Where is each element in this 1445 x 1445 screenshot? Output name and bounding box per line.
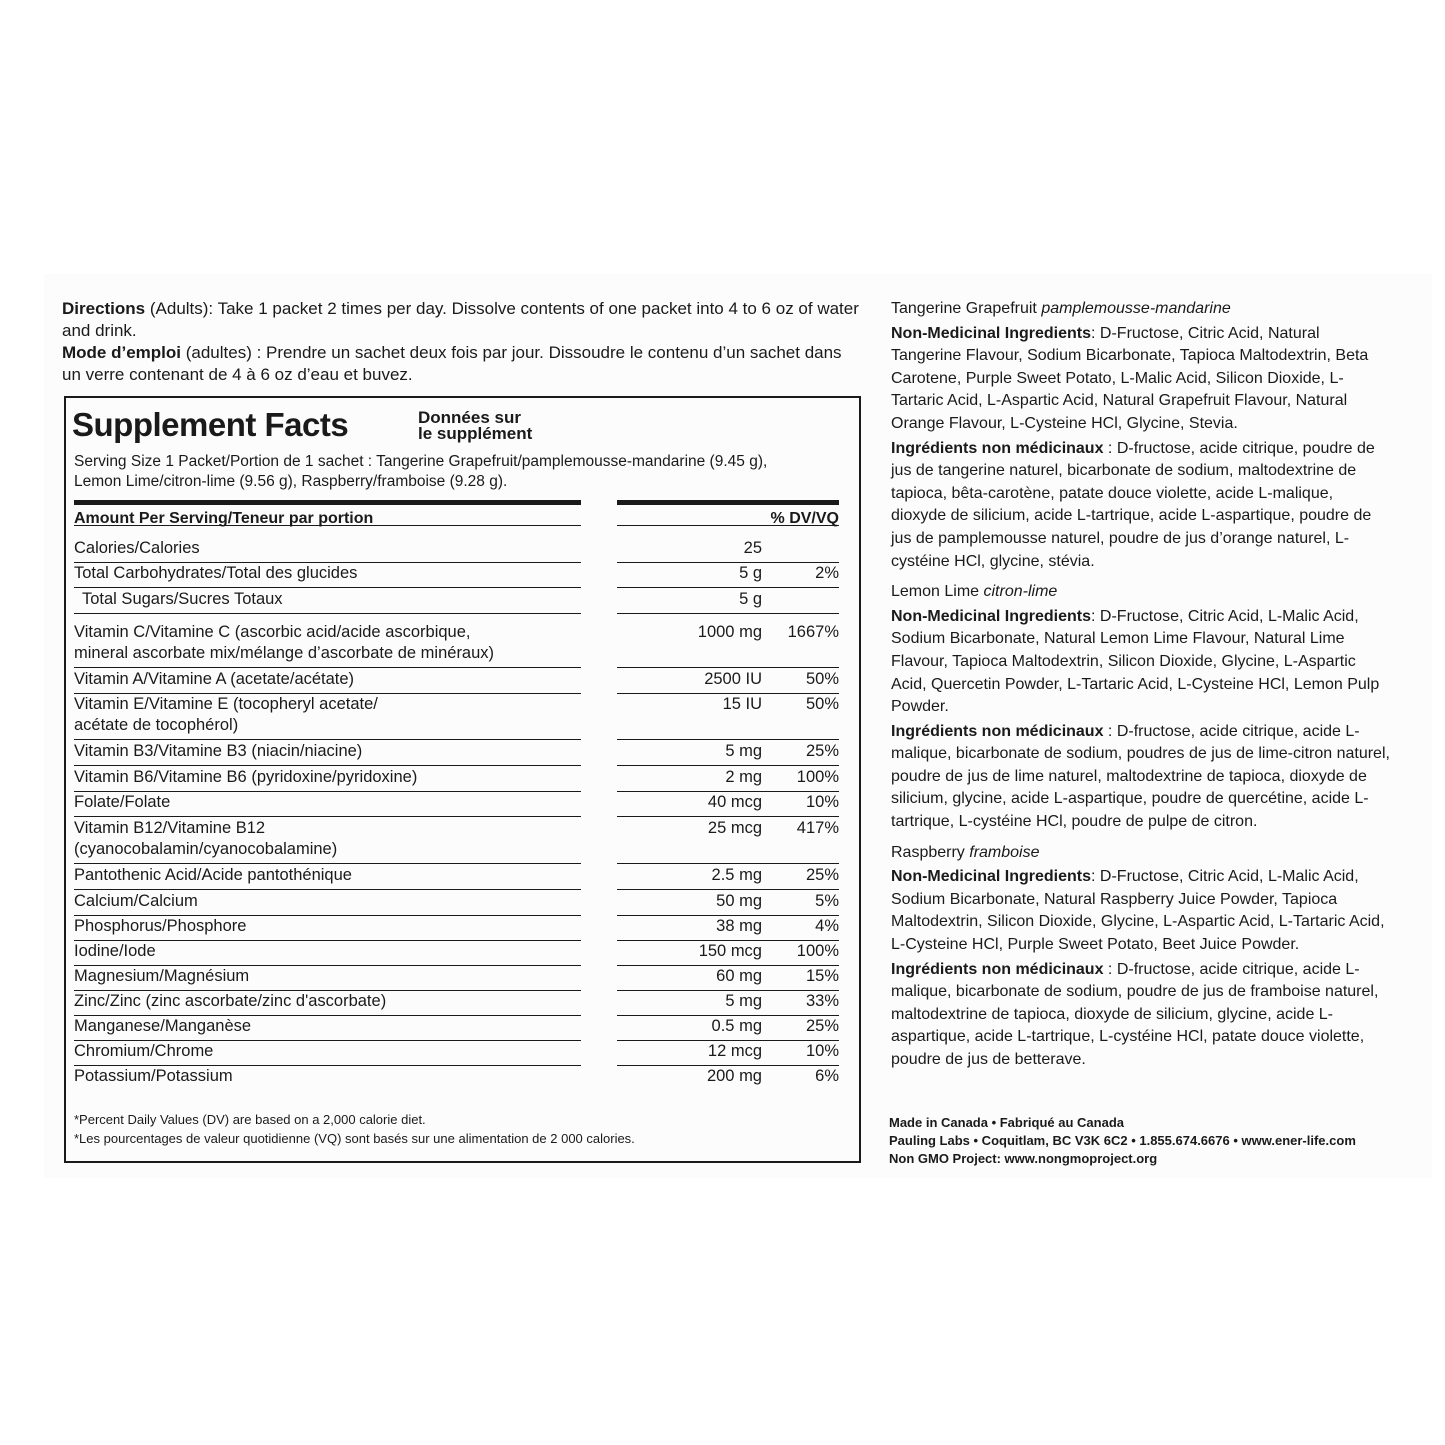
- nutrient-name: [74, 1041, 574, 1062]
- nutrient-name-line: Folate/Folate: [74, 793, 171, 811]
- nutrient-name-line: Total Carbohydrates/Total des glucides: [74, 564, 358, 582]
- footnote-2: *Les pourcentages de valeur quotidienne (VQ) sont basés sur une alimentation de 2 000 calories.: [74, 1131, 635, 1146]
- nutrient-dv: 100%: [796, 768, 839, 786]
- header-dv: % DV/VQ: [770, 510, 839, 527]
- supplement-facts-title-fr: [418, 410, 532, 442]
- nutrient-name-line: (cyanocobalamin/cyanocobalamine): [74, 840, 338, 858]
- nutrient-name: [74, 865, 574, 886]
- made-line-1: Made in Canada • Fabriqué au Canada: [889, 1115, 1124, 1130]
- nutrient-dv: 2%: [815, 564, 839, 582]
- ingredients-fr-text: : D-fructose, acide citrique, poudre de jus de tangerine naturel, bicarbonate de sodium, maltodextrine de tapioca, bêta-carotène, patate douce violette, acide L-malique, dioxyde de silicium, acide L-tartrique, acide L-aspartique, poudre de jus de pamplemousse naturel, poudre de jus d’orange naturel, L-cystéine HCl, glycine, stévia.: [891, 439, 1375, 570]
- row-divider: [617, 889, 839, 890]
- row-divider: [74, 889, 581, 890]
- nutrient-name: [74, 741, 574, 762]
- nutrient-dv: 5%: [815, 892, 839, 910]
- nutrient-amount: 5 g: [739, 590, 762, 608]
- nutrient-name-line: Vitamin C/Vitamine C (ascorbic acid/acide ascorbique,: [74, 623, 471, 641]
- ingredients-en: [891, 606, 1391, 719]
- nutrient-dv: 50%: [805, 695, 839, 713]
- serving-line-1: Serving Size 1 Packet/Portion de 1 sachet : Tangerine Grapefruit/pamplemousse-mandarine (9.45 g),: [74, 453, 768, 470]
- row-divider: [617, 816, 839, 817]
- nutrient-amount: 50 mg: [716, 892, 762, 910]
- ingredients-fr: [891, 959, 1391, 1072]
- nutrient-amount: 12 mcg: [707, 1042, 762, 1060]
- nutrient-dv: 25%: [805, 1017, 839, 1035]
- nutrient-name: [74, 941, 574, 962]
- ingredients-en: [891, 323, 1391, 436]
- nutrient-amount: 25: [743, 539, 762, 557]
- nutrient-name-line: Phosphorus/Phosphore: [74, 917, 247, 935]
- nutrient-amount: 0.5 mg: [711, 1017, 762, 1035]
- title-fr-line-2: le supplément: [418, 424, 533, 443]
- flavour-name: [891, 298, 1391, 321]
- nutrient-dv: 1667%: [787, 623, 839, 641]
- nutrient-dv: 15%: [805, 967, 839, 985]
- nutrient-name-line: Vitamin E/Vitamine E (tocopheryl acetate/: [74, 695, 378, 713]
- footnote-1: *Percent Daily Values (DV) are based on a 2,000 calorie diet.: [74, 1112, 426, 1127]
- nutrient-dv: 417%: [796, 819, 839, 837]
- ingredients-en-label: Non-Medicinal Ingredients: [891, 868, 1092, 886]
- nutrient-name-line: acétate de tocophérol): [74, 716, 239, 734]
- header-amount-per-serving: Amount Per Serving/Teneur par portion: [74, 510, 374, 527]
- ingredients-fr-label: Ingrédients non médicinaux: [891, 439, 1104, 457]
- row-divider: [617, 613, 839, 614]
- nutrient-name: [74, 767, 574, 788]
- nutrient-name: [74, 622, 574, 664]
- nutrient-dv: 50%: [805, 670, 839, 688]
- nutrient-name: [74, 1016, 574, 1037]
- ingredients-fr-label: Ingrédients non médicinaux: [891, 960, 1104, 978]
- nutrient-amount: 60 mg: [716, 967, 762, 985]
- nutrient-name: [74, 669, 574, 690]
- flavour-name-fr: framboise: [969, 843, 1040, 861]
- nutrient-dv: 25%: [805, 742, 839, 760]
- nutrient-name: [82, 589, 582, 610]
- nutrient-name: [74, 891, 574, 912]
- nutrient-name-line: mineral ascorbate mix/mélange d’ascorbate de minéraux): [74, 644, 495, 662]
- flavour-name-fr: citron-lime: [983, 583, 1058, 601]
- flavour-name-en: Raspberry: [891, 843, 970, 861]
- nutrient-name-line: Zinc/Zinc (zinc ascorbate/zinc d'ascorbate): [74, 992, 387, 1010]
- made-line-3: Non GMO Project: www.nongmoproject.org: [889, 1151, 1158, 1166]
- footnotes: [74, 1110, 635, 1148]
- row-divider: [74, 613, 581, 614]
- ingredients-fr: [891, 438, 1391, 574]
- nutrient-dv: 6%: [815, 1067, 839, 1085]
- flavour-name: [891, 581, 1391, 604]
- ingredients-fr: [891, 721, 1391, 834]
- nutrient-amount: 15 IU: [722, 695, 762, 713]
- nutrient-name: [74, 991, 574, 1012]
- row-divider: [617, 739, 839, 740]
- table-header-left: [74, 500, 581, 526]
- nutrient-dv: 10%: [805, 1042, 839, 1060]
- row-divider: [74, 863, 581, 864]
- directions-en-label: Directions: [62, 299, 146, 318]
- row-divider: [617, 765, 839, 766]
- nutrient-dv: 25%: [805, 866, 839, 884]
- directions-en-text: (Adults): Take 1 packet 2 times per day. Dissolve contents of one packet into 4 to 6 oz of water and drink.: [62, 299, 859, 340]
- directions-en: [62, 298, 862, 342]
- ingredients-column: [891, 298, 1391, 1072]
- table-header-right: [617, 500, 839, 526]
- serving-size: [74, 452, 834, 492]
- nutrient-name: [74, 538, 574, 559]
- ingredients-en: [891, 866, 1391, 956]
- row-divider: [74, 765, 581, 766]
- ingredients-en-label: Non-Medicinal Ingredients: [891, 607, 1092, 625]
- nutrient-name-line: Vitamin B3/Vitamine B3 (niacin/niacine): [74, 742, 363, 760]
- nutrient-amount: 150 mcg: [698, 942, 762, 960]
- row-divider: [74, 667, 581, 668]
- ingredients-fr-text: : D-fructose, acide citrique, acide L-malique, bicarbonate de sodium, poudre de jus de framboise naturel, maltodextrine de tapioca, dioxyde de silicium, glycine, acide L-aspartique, acide L-tartrique, L-cystéine HCl, patate douce violette, poudre de jus de betterave.: [891, 960, 1379, 1068]
- nutrient-dv: 33%: [805, 992, 839, 1010]
- directions-fr-label: Mode d’emploi: [62, 343, 181, 362]
- ingredients-en-text: : D-Fructose, Citric Acid, Natural Tangerine Flavour, Sodium Bicarbonate, Tapioca Maltodextrin, Beta Carotene, Purple Sweet Potato, L-Malic Acid, Silicon Dioxide, L-Tartaric Acid, L-Aspartic Acid, Natural Grapefruit Flavour, Natural Orange Flavour, L-Cysteine HCl, Glycine, Stevia.: [891, 324, 1369, 432]
- nutrient-name-line: Calcium/Calcium: [74, 892, 198, 910]
- made-in-canada: [889, 1114, 1356, 1168]
- nutrient-dv: 10%: [805, 793, 839, 811]
- supplement-facts-box: [64, 396, 861, 1163]
- supplement-facts-title: Supplement Facts: [72, 406, 349, 443]
- nutrient-name-line: Vitamin B6/Vitamine B6 (pyridoxine/pyridoxine): [74, 768, 418, 786]
- ingredients-en-text: : D-Fructose, Citric Acid, L-Malic Acid, Sodium Bicarbonate, Natural Raspberry Juice Powder, Tapioca Maltodextrin, Silicon Dioxide, Glycine, L-Aspartic Acid, L-Tartaric Acid, L-Cysteine HCl, Purple Sweet Potato, Beet Juice Powder.: [891, 868, 1385, 954]
- directions-fr-text: (adultes) : Prendre un sachet deux fois par jour. Dissoudre le contenu d’un sachet dans un verre contenant de 4 à 6 oz d’eau et buvez.: [62, 343, 842, 384]
- ingredients-fr-text: : D-fructose, acide citrique, acide L-malique, bicarbonate de sodium, poudres de jus de lime-citron naturel, poudre de jus de lime naturel, maltodextrine de tapioca, dioxyde de silicium, glycine, acide L-aspartique, poudre de quercétine, acide L-tartrique, L-cystéine HCl, poudre de pulpe de citron.: [891, 722, 1390, 831]
- nutrient-amount: 25 mcg: [707, 819, 762, 837]
- row-divider: [617, 667, 839, 668]
- nutrient-name-line: Pantothenic Acid/Acide pantothénique: [74, 866, 352, 884]
- row-divider: [617, 863, 839, 864]
- serving-line-2: Lemon Lime/citron-lime (9.56 g), Raspberry/framboise (9.28 g).: [74, 473, 508, 490]
- flavour-name-en: Lemon Lime: [891, 583, 984, 601]
- nutrient-name-line: Total Sugars/Sucres Totaux: [82, 590, 283, 608]
- flavour-name-fr: pamplemousse-mandarine: [1041, 300, 1231, 317]
- nutrient-dv: 100%: [796, 942, 839, 960]
- nutrient-name-line: Chromium/Chrome: [74, 1042, 214, 1060]
- nutrient-amount: 1000 mg: [697, 623, 762, 641]
- title-fr-line-1: Données sur: [418, 408, 521, 427]
- nutrient-amount: 5 mg: [725, 742, 762, 760]
- nutrient-name: [74, 792, 574, 813]
- directions-fr: [62, 342, 862, 386]
- flavour-name-en: Tangerine Grapefruit: [891, 300, 1042, 317]
- made-line-2: Pauling Labs • Coquitlam, BC V3K 6C2 • 1.855.674.6676 • www.ener-life.com: [889, 1133, 1356, 1148]
- ingredients-fr-label: Ingrédients non médicinaux: [891, 722, 1104, 740]
- nutrient-name: [74, 563, 574, 584]
- flavour-name: [891, 842, 1391, 865]
- row-divider: [74, 739, 581, 740]
- nutrient-amount: 2500 IU: [704, 670, 762, 688]
- nutrient-name: [74, 694, 574, 736]
- row-divider: [617, 587, 839, 588]
- directions: [62, 298, 862, 386]
- nutrient-name-line: Calories/Calories: [74, 539, 200, 557]
- nutrient-name: [74, 1066, 574, 1087]
- row-divider: [74, 587, 581, 588]
- nutrient-name: [74, 966, 574, 987]
- nutrient-amount: 5 mg: [725, 992, 762, 1010]
- nutrient-name-line: Vitamin A/Vitamine A (acetate/acétate): [74, 670, 355, 688]
- ingredients-en-label: Non-Medicinal Ingredients: [891, 324, 1092, 342]
- nutrient-amount: 200 mg: [706, 1067, 762, 1085]
- nutrient-amount: 2 mg: [725, 768, 762, 786]
- ingredients-en-text: : D-Fructose, Citric Acid, L-Malic Acid, Sodium Bicarbonate, Natural Lemon Lime Flavour, Natural Lime Flavour, Tapioca Maltodextrin, Silicon Dioxide, Glycine, L-Aspartic Acid, Quercetin Powder, L-Tartaric Acid, L-Cysteine HCl, Lemon Pulp Powder.: [891, 607, 1380, 716]
- nutrient-name-line: Potassium/Potassium: [74, 1067, 233, 1085]
- nutrient-dv: 4%: [815, 917, 839, 935]
- nutrient-amount: 38 mg: [716, 917, 762, 935]
- nutrient-name-line: Magnesium/Magnésium: [74, 967, 250, 985]
- nutrient-amount: 2.5 mg: [711, 866, 762, 884]
- nutrient-name-line: Manganese/Manganèse: [74, 1017, 252, 1035]
- nutrient-name-line: Iodine/Iode: [74, 942, 156, 960]
- row-divider: [74, 816, 581, 817]
- nutrient-amount: 40 mcg: [707, 793, 762, 811]
- nutrient-name-line: Vitamin B12/Vitamine B12: [74, 819, 266, 837]
- nutrient-amount: 5 g: [739, 564, 762, 582]
- nutrient-name: [74, 818, 574, 860]
- nutrient-name: [74, 916, 574, 937]
